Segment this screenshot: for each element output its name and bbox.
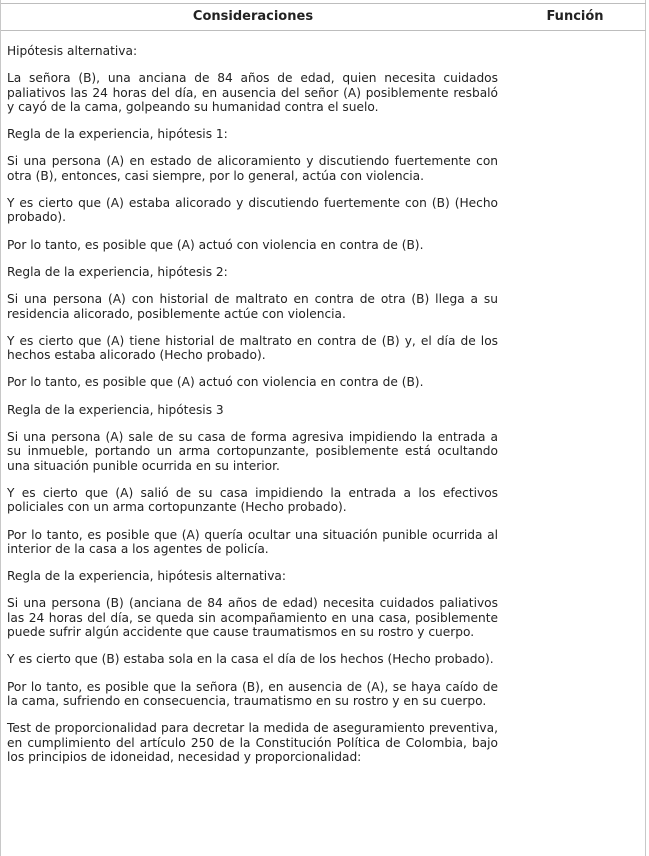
- paragraph-regla-hipotesis-1: Si una persona (A) en estado de alicoramiento y discutiendo fuertemente con otra (B), entonces, casi siempre, por lo general, actúa con violencia.: [7, 154, 498, 183]
- paragraph-conclusion-2: Por lo tanto, es posible que (A) actuó con violencia en contra de (B).: [7, 375, 424, 390]
- table-header-row: [1, 3, 646, 31]
- paragraph-conclusion-1: Por lo tanto, es posible que (A) actuó con violencia en contra de (B).: [7, 237, 424, 252]
- paragraph-regla-alternativa: Si una persona (B) (anciana de 84 años de edad) necesita cuidados paliativos las 24 horas del día, se queda sin acompañamiento en una casa, posiblemente puede sufrir algún accidente que cause traumatismos en su rostro y cuerpo.: [7, 596, 498, 640]
- paragraph-regla-hipotesis-2: Si una persona (A) con historial de maltrato en contra de otra (B) llega a su residencia alicorado, posiblemente actúe con violencia.: [7, 292, 498, 321]
- paragraph-regla-hipotesis-2-title: Regla de la experiencia, hipótesis 2:: [7, 264, 228, 279]
- paragraph-regla-alternativa-title: Regla de la experiencia, hipótesis alternativa:: [7, 569, 286, 584]
- paragraph-hipotesis-alternativa: La señora (B), una anciana de 84 años de edad, quien necesita cuidados paliativos las 24 horas del día, en ausencia del señor (A) posiblemente resbaló y cayó de la cama, golpeando su humanidad contra el suelo.: [7, 71, 498, 114]
- paragraph-hecho-probado-2: Y es cierto que (A) tiene historial de maltrato en contra de (B) y, el día de los hechos estaba alicorado (Hecho probado).: [7, 333, 498, 363]
- paragraph-regla-hipotesis-3: Si una persona (A) sale de su casa de forma agresiva impidiendo la entrada a su inmueble, portando un arma cortopunzante, posiblemente está ocultando una situación punible ocurrida en su interior.: [7, 430, 498, 473]
- column-header-consideraciones: Consideraciones: [192, 9, 314, 24]
- paragraph-hecho-probado-3: Y es cierto que (A) salió de su casa impidiendo la entrada a los efectivos policiales con un arma cortopunzante (Hecho probado).: [7, 485, 498, 515]
- consideraciones-cell: [7, 44, 498, 777]
- paragraph-hecho-probado-alternativa: Y es cierto que (B) estaba sola en la casa el día de los hechos (Hecho probado).: [7, 652, 494, 667]
- paragraph-hecho-probado-1: Y es cierto que (A) estaba alicorado y discutiendo fuertemente con (B) (Hecho probado).: [7, 196, 498, 225]
- paragraph-regla-hipotesis-1-title: Regla de la experiencia, hipótesis 1:: [7, 127, 228, 142]
- paragraph-conclusion-3: Por lo tanto, es posible que (A) quería ocultar una situación punible ocurrida al interior de la casa a los agentes de policía.: [7, 527, 498, 556]
- paragraph-regla-hipotesis-3-title: Regla de la experiencia, hipótesis 3: [7, 402, 224, 417]
- paragraph-test-proporcionalidad: Test de proporcionalidad para decretar la medida de aseguramiento preventiva, en cumplimiento del artículo 250 de la Constitución Política de Colombia, bajo los principios de idoneidad, necesidad y proporcionalidad:: [7, 721, 498, 764]
- paragraph-conclusion-alternativa: Por lo tanto, es posible que la señora (B), en ausencia de (A), se haya caído de la cama, sufriendo en consecuencia, traumatismo en su rostro y en su cuerpo.: [7, 679, 498, 708]
- paragraph-hipotesis-alternativa-title: Hipótesis alternativa:: [7, 44, 138, 58]
- column-header-funcion: Función: [546, 9, 604, 24]
